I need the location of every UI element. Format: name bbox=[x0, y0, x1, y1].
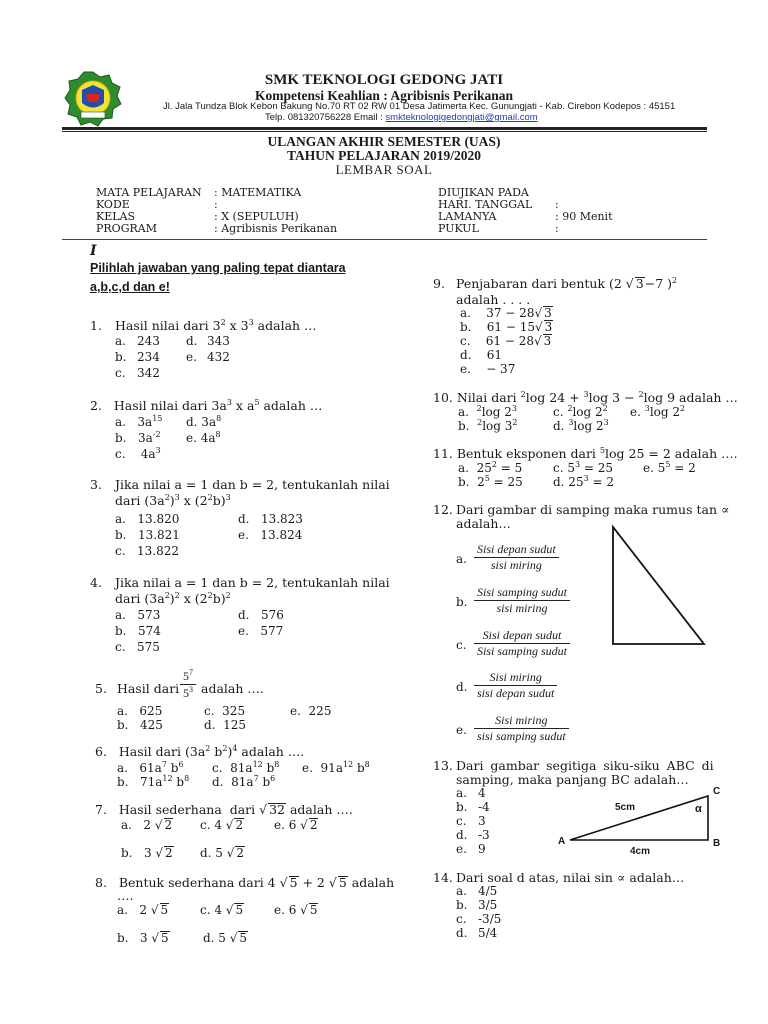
option-value[interactable]: 4 bbox=[478, 786, 486, 800]
option-b[interactable]: b. $^2$log $3^2$ bbox=[458, 418, 518, 433]
vertex-c-label: C bbox=[713, 786, 721, 797]
option-value[interactable]: 3 bbox=[478, 814, 486, 828]
option-d[interactable]: d. 5 √ 2 bbox=[200, 846, 245, 860]
option-label[interactable]: e. bbox=[456, 723, 467, 737]
option-d[interactable]: d. 13.823 bbox=[238, 512, 303, 526]
question-text-cont: samping, maka panjang BC adalah… bbox=[456, 772, 689, 787]
option-c[interactable]: c. $81a^{12}$ $b^8$ bbox=[212, 760, 280, 775]
question-number: 13. bbox=[433, 758, 453, 773]
option-e[interactable]: e. 225 bbox=[290, 704, 332, 718]
option-value[interactable]: -3 bbox=[478, 828, 490, 842]
option-value[interactable]: 225 bbox=[308, 704, 332, 718]
question-text: 11. Bentuk eksponen dari $^5$log 25 = 2 adalah …. bbox=[433, 446, 738, 462]
question-text-cont: adalah …. bbox=[201, 681, 264, 696]
option-label[interactable]: c. bbox=[115, 366, 126, 380]
option-a[interactable]: a. $3a^{15}$ bbox=[115, 414, 163, 429]
option-fraction[interactable] bbox=[474, 670, 557, 701]
option-label[interactable]: a. bbox=[456, 552, 467, 566]
option-e[interactable]: e. 6 √ 2 bbox=[274, 818, 318, 832]
question-text-cont: dari $(3a^2)^3$ x $(2^2b)^3$ bbox=[115, 493, 231, 509]
option-value[interactable]: -3/5 bbox=[478, 912, 502, 926]
option-value[interactable]: 234 bbox=[137, 350, 160, 364]
school-contact bbox=[265, 112, 538, 123]
option-label[interactable]: a. bbox=[115, 334, 126, 348]
option-fraction[interactable] bbox=[474, 542, 559, 573]
question-text: Hasil nilai dari $3^2$ x $3^3$ adalah … bbox=[115, 318, 317, 334]
question-text: Jika nilai a = 1 dan b = 2, tentukanlah nilai bbox=[115, 575, 390, 590]
competency: Kompetensi Keahlian : Agribisnis Perikanan bbox=[254, 88, 514, 103]
info-label: MATA PELAJARAN bbox=[96, 186, 202, 199]
option-value[interactable]: 5/4 bbox=[478, 926, 498, 940]
option-c[interactable]: c. 61 − 28√ 3 bbox=[460, 334, 552, 348]
option-value[interactable]: 13.821 bbox=[137, 528, 180, 542]
option-value[interactable]: 13.823 bbox=[260, 512, 303, 526]
question-number: 14. bbox=[433, 870, 453, 885]
denominator: sisi depan sudut bbox=[477, 686, 555, 700]
option-d[interactable]: d. $^3$log $2^3$ bbox=[553, 418, 609, 433]
option-e[interactable]: e. 6 √ 5 bbox=[274, 903, 318, 917]
option-value[interactable]: 61 bbox=[486, 348, 503, 362]
question-text: Hasil dari bbox=[117, 681, 180, 696]
option-b[interactable]: b. $3a^{-2}$ bbox=[115, 430, 161, 445]
right-triangle-abc bbox=[565, 790, 715, 844]
option-a[interactable]: a. $^2$log $2^3$ bbox=[458, 404, 517, 419]
option-label[interactable]: b. bbox=[456, 800, 468, 814]
header-rule bbox=[62, 127, 707, 130]
option-c[interactable]: c. 575 bbox=[115, 640, 160, 654]
option-label[interactable]: a. bbox=[456, 884, 467, 898]
option-d[interactable]: d. $81a^7$ $b^6$ bbox=[212, 774, 276, 789]
question-text: 2. Hasil nilai dari $3a^3$ x $a^5$ adalah … bbox=[90, 398, 323, 414]
denominator: sisi miring bbox=[490, 558, 542, 572]
info-label: HARI. TANGGAL bbox=[438, 198, 533, 211]
option-value[interactable]: 343 bbox=[207, 334, 230, 348]
info-label: PROGRAM bbox=[96, 222, 157, 235]
question-text: Penjabaran dari bentuk (2 √ 3−7 )$^2$ bbox=[456, 276, 678, 292]
option-a[interactable]: a. 573 bbox=[115, 608, 161, 622]
option-d[interactable]: d. 576 bbox=[238, 608, 284, 622]
option-value[interactable]: 425 bbox=[139, 718, 163, 732]
email-link[interactable]: smkteknologigedongjati@gmail.com bbox=[385, 112, 538, 123]
base-label: 4cm bbox=[630, 846, 651, 857]
question-number: 3. bbox=[90, 477, 102, 492]
option-c[interactable]: c. $^2$log $2^2$ bbox=[553, 404, 608, 419]
section-instruction: Pilihlah jawaban yang paling tepat diantara a,b,c,d dan e! bbox=[90, 261, 346, 294]
info-value: : 90 Menit bbox=[555, 210, 613, 223]
option-label[interactable]: d. bbox=[456, 680, 468, 694]
option-label[interactable]: c. bbox=[456, 638, 467, 652]
option-c[interactable]: c. 325 bbox=[204, 704, 246, 718]
info-label: LAMANYA bbox=[438, 210, 497, 223]
option-value[interactable]: 13.822 bbox=[136, 544, 179, 558]
option-fraction[interactable] bbox=[474, 628, 570, 659]
option-c[interactable]: c. 13.822 bbox=[115, 544, 179, 558]
option-value[interactable]: 573 bbox=[137, 608, 161, 622]
question-text: Dari gambar segitiga siku-siku ABC di bbox=[456, 758, 714, 773]
question-text: Dari soal d atas, nilai sin ∝ adalah… bbox=[456, 870, 685, 885]
denominator: sisi samping sudut bbox=[477, 729, 566, 743]
option-label[interactable]: d. bbox=[456, 828, 468, 842]
option-label[interactable]: b. bbox=[115, 350, 127, 364]
section-number: I bbox=[90, 243, 97, 259]
option-label[interactable]: c. bbox=[456, 814, 467, 828]
question-number: 9. bbox=[433, 276, 445, 291]
option-e[interactable]: e. 577 bbox=[238, 624, 284, 638]
angle-label: α bbox=[695, 803, 702, 815]
info-label: KODE bbox=[96, 198, 130, 211]
info-label: PUKUL bbox=[438, 222, 479, 235]
numerator: Sisi depan sudut bbox=[474, 628, 570, 644]
question-text: 7. Hasil sederhana dari √ 32 adalah …. bbox=[95, 802, 353, 817]
option-a[interactable]: a. 2 √ 5 bbox=[117, 903, 169, 917]
option-e[interactable]: e. − 37 bbox=[460, 362, 516, 376]
question-text: Jika nilai a = 1 dan b = 2, tentukanlah nilai bbox=[115, 477, 390, 492]
question-number: 1. bbox=[90, 318, 102, 333]
info-value: : bbox=[555, 198, 559, 211]
question-text: Dari gambar di samping maka rumus tan ∝ bbox=[456, 502, 730, 517]
option-fraction[interactable] bbox=[474, 585, 570, 616]
option-a[interactable]: a. $25^2 = 5$ bbox=[458, 460, 523, 475]
option-d[interactable]: d. 61 bbox=[460, 348, 503, 362]
header-rule-thin bbox=[62, 131, 707, 132]
option-value[interactable]: 625 bbox=[139, 704, 163, 718]
option-b[interactable]: b. 61 − 15√ 3 bbox=[460, 320, 553, 334]
option-value[interactable]: 342 bbox=[137, 366, 160, 380]
denominator: sisi miring bbox=[496, 601, 548, 615]
option-value[interactable]: 325 bbox=[222, 704, 246, 718]
vertex-a-label: A bbox=[558, 836, 566, 847]
denominator: Sisi samping sudut bbox=[477, 644, 568, 658]
option-e[interactable]: e. $4a^8$ bbox=[186, 430, 221, 445]
info-label: KELAS bbox=[96, 210, 136, 223]
numerator: Sisi miring bbox=[474, 713, 569, 729]
info-label: DIUJIKAN PADA bbox=[438, 186, 529, 199]
option-value[interactable]: 125 bbox=[223, 718, 247, 732]
question-number: 5. bbox=[95, 681, 107, 696]
info-divider bbox=[62, 239, 707, 240]
exam-title: ULANGAN AKHIR SEMESTER (UAS) bbox=[267, 134, 501, 149]
option-e[interactable]: e. 13.824 bbox=[238, 528, 303, 542]
option-value[interactable]: 4/5 bbox=[478, 884, 498, 898]
option-a[interactable]: a. 2 √ 2 bbox=[121, 818, 173, 832]
option-fraction[interactable] bbox=[474, 713, 569, 744]
exam-sheet-label: LEMBAR SOAL bbox=[335, 162, 433, 177]
option-d[interactable]: d. $25^3 = 2$ bbox=[553, 474, 615, 489]
question-text-cont: dari $(3a^2)^2$ x $(2^2b)^2$ bbox=[115, 591, 231, 607]
option-d[interactable]: d. 5 √ 5 bbox=[203, 931, 248, 945]
info-value: : Agribisnis Perikanan bbox=[214, 222, 338, 235]
option-e[interactable]: e. $91a^{12}$ $b^8$ bbox=[302, 760, 370, 775]
question-text-cont: adalah… bbox=[456, 516, 511, 531]
school-address: Jl. Jala Tundza Blok Kebon Bakung No.70 RT 02 RW 01 Desa Jatimerta Kec. Gunungjati - Kab. Cirebon Kodepos : 45151 bbox=[163, 101, 676, 112]
option-label[interactable]: d. bbox=[456, 926, 468, 940]
triangle-figure bbox=[608, 524, 708, 648]
option-value[interactable]: 13.824 bbox=[260, 528, 303, 542]
option-d[interactable]: d. $3a^8$ bbox=[186, 414, 222, 429]
option-b[interactable]: b. 3 √ 5 bbox=[117, 931, 169, 945]
question-text-cont: adalah . . . . bbox=[456, 292, 531, 307]
fraction: $\frac{5^7}{5^3}$ bbox=[180, 668, 196, 701]
option-label[interactable]: e. bbox=[186, 350, 197, 364]
option-e[interactable]: e. $^3$log $2^2$ bbox=[630, 404, 686, 419]
option-b[interactable]: b. $2^5 = 25$ bbox=[458, 474, 523, 489]
option-a[interactable]: a. 625 bbox=[117, 704, 163, 718]
option-d[interactable]: d. 125 bbox=[204, 718, 247, 732]
option-c[interactable]: c. $4a^3$ bbox=[115, 446, 161, 461]
option-a[interactable]: a. 37 − 28√ 3 bbox=[460, 306, 552, 320]
option-value[interactable]: 9 bbox=[478, 842, 486, 856]
option-c[interactable]: c. $5^3 = 25$ bbox=[553, 460, 614, 475]
option-label[interactable]: a. bbox=[456, 786, 467, 800]
question-text-cont: …. bbox=[117, 888, 134, 903]
option-b[interactable]: b. 425 bbox=[117, 718, 163, 732]
option-value[interactable]: 576 bbox=[260, 608, 284, 622]
option-e[interactable]: e. $5^5 = 2$ bbox=[643, 460, 696, 475]
option-value[interactable]: 432 bbox=[207, 350, 230, 364]
option-value[interactable]: 13.820 bbox=[137, 512, 180, 526]
option-label[interactable]: d. bbox=[186, 334, 198, 348]
option-value[interactable]: 574 bbox=[137, 624, 161, 638]
question-number: 4. bbox=[90, 575, 102, 590]
option-value[interactable]: 3/5 bbox=[478, 898, 498, 912]
info-value: : bbox=[214, 198, 218, 211]
question-text: 6. Hasil dari ($3a^2$ $b^2)^4$ adalah …. bbox=[95, 744, 305, 760]
option-value[interactable]: 575 bbox=[136, 640, 160, 654]
info-value: : X (SEPULUH) bbox=[214, 210, 299, 223]
phone-text: Telp. 081320756228 Email : bbox=[265, 112, 386, 123]
option-value[interactable]: 577 bbox=[260, 624, 284, 638]
option-a[interactable]: a. 13.820 bbox=[115, 512, 180, 526]
question-number: 12. bbox=[433, 502, 453, 517]
option-a[interactable]: a. $61a^7$ $b^6$ bbox=[117, 760, 184, 775]
option-c[interactable]: c. 4 √ 5 bbox=[200, 903, 244, 917]
info-value: : MATEMATIKA bbox=[214, 186, 302, 199]
question-text: 10. Nilai dari $^2$log 24 + $^3$log 3 − $^2$log 9 adalah … bbox=[433, 390, 738, 406]
option-value[interactable]: 243 bbox=[137, 334, 160, 348]
option-b[interactable]: b. $71a^{12}$ $b^8$ bbox=[117, 774, 190, 789]
option-value[interactable]: − 37 bbox=[486, 362, 516, 376]
vertex-b-label: B bbox=[713, 838, 721, 849]
numerator: Sisi samping sudut bbox=[474, 585, 570, 601]
option-c[interactable]: c. 4 √ 2 bbox=[200, 818, 244, 832]
numerator: Sisi depan sudut bbox=[474, 542, 559, 558]
option-label[interactable]: b. bbox=[456, 898, 468, 912]
school-name: SMK TEKNOLOGI GEDONG JATI bbox=[264, 72, 504, 88]
option-b[interactable]: b. 3 √ 2 bbox=[121, 846, 173, 860]
numerator: Sisi miring bbox=[474, 670, 557, 686]
hypotenuse-label: 5cm bbox=[615, 802, 636, 813]
exam-year: TAHUN PELAJARAN 2019/2020 bbox=[286, 148, 481, 163]
question-text: 8. Bentuk sederhana dari 4 √ 5 + 2 √ 5 adalah bbox=[95, 875, 395, 890]
option-label[interactable]: b. bbox=[456, 595, 468, 609]
option-value[interactable]: -4 bbox=[478, 800, 490, 814]
option-b[interactable]: b. 13.821 bbox=[115, 528, 180, 542]
option-label[interactable]: e. bbox=[456, 842, 467, 856]
option-b[interactable]: b. 574 bbox=[115, 624, 161, 638]
option-label[interactable]: c. bbox=[456, 912, 467, 926]
info-value: : bbox=[555, 222, 559, 235]
